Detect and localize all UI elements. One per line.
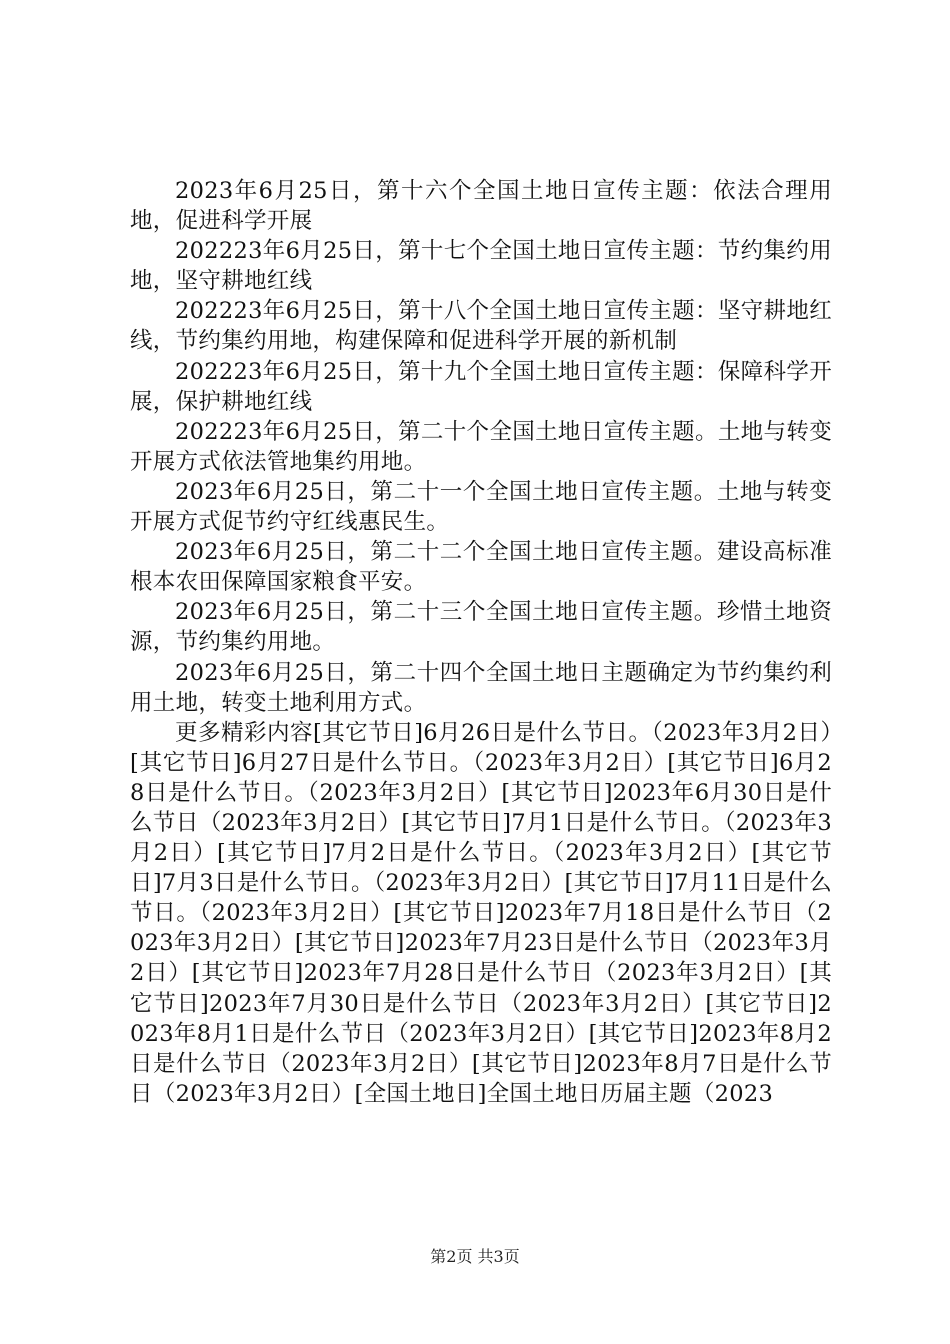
page-number-footer: 第2页 共3页 [430, 1247, 520, 1266]
paragraph-theme-18: 202223年6月25日，第十八个全国土地日宣传主题：坚守耕地红线，节约集约用地，构建保障和促进科学开展的新机制 [130, 298, 832, 355]
paragraph-theme-24: 2023年6月25日，第二十四个全国土地日主题确定为节约集约利用土地，转变土地利用方式。 [130, 659, 832, 716]
paragraph-theme-21: 2023年6月25日，第二十一个全国土地日宣传主题。土地与转变开展方式促节约守红线惠民生。 [130, 478, 832, 536]
paragraph-more-content: 更多精彩内容[其它节日]6月26日是什么节日。（2023年3月2日）[其它节日]6月27日是什么节日。（2023年3月2日）[其它节日]6月28日是什么节日。（2023年3月2日）[其它节日]2023年6月30日是什么节日（2023年3月2日）[其它节日]7月1日是什么节日。（2023年3月2日）[其它节日]7月2日是什么节日。（2023年3月2日）[其它节日]7月3日是什么节日。（2023年3月2日）[其它节日]7月11日是什么节日。（2023年3月2日）[其它节日]2023年7月18日是什么节日（2023年3月2日）[其它节日]2023年7月23日是什么节日（2023年3月2日）[其它节日]2023年7月28日是什么节日（2023年3月2日）[其它节日]2023年7月30日是什么节日（2023年3月2日）[其它节日]2023年8月1日是什么节日（2023年3月2日）[其它节日]2023年8月2日是什么节日（2023年3月2日）[其它节日]2023年8月7日是什么节日（2023年3月2日）[全国土地日]全国土地日历届主题（2023 [130, 719, 832, 1107]
paragraph-theme-20: 202223年6月25日，第二十个全国土地日宣传主题。土地与转变开展方式依法管地集约用地。 [130, 418, 832, 475]
paragraph-theme-22: 2023年6月25日，第二十二个全国土地日宣传主题。建设高标准根本农田保障国家粮食平安。 [130, 539, 832, 596]
paragraph-theme-17: 202223年6月25日，第十七个全国土地日宣传主题：节约集约用地，坚守耕地红线 [130, 238, 832, 295]
document-body [130, 176, 832, 1109]
paragraph-theme-19: 202223年6月25日，第十九个全国土地日宣传主题：保障科学开展，保护耕地红线 [130, 358, 832, 415]
paragraph-theme-23: 2023年6月25日，第二十三个全国土地日宣传主题。珍惜土地资源，节约集约用地。 [130, 599, 832, 656]
paragraph-theme-16: 2023年6月25日，第十六个全国土地日宣传主题：依法合理用地，促进科学开展 [130, 178, 832, 235]
